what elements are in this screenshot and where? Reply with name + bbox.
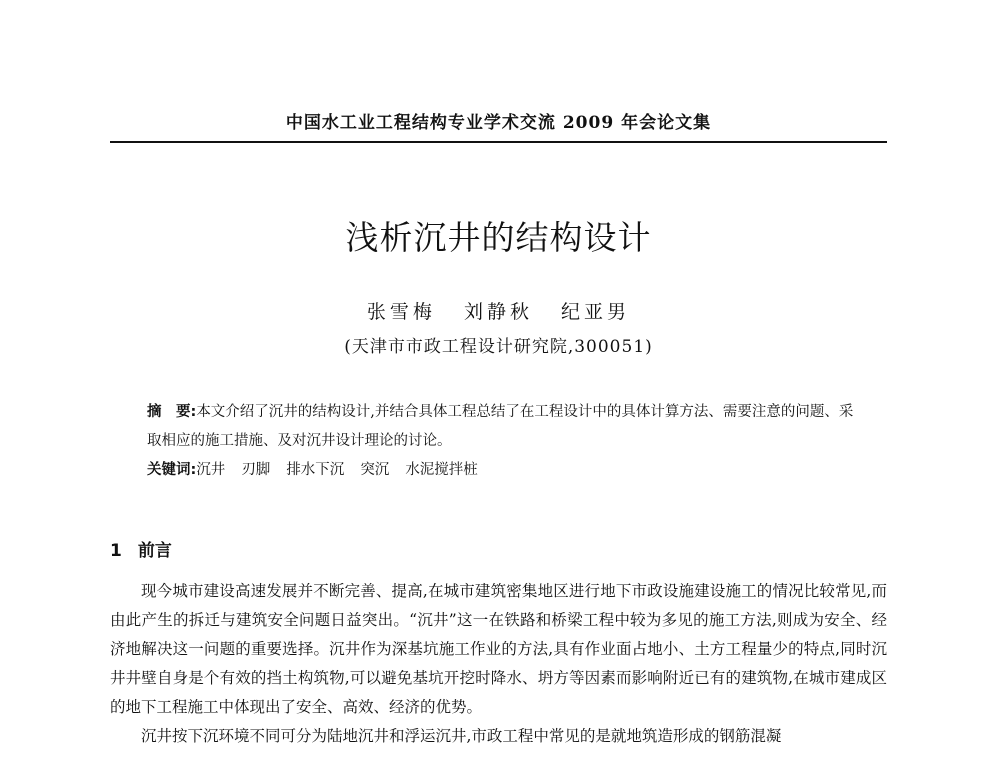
abstract-block — [147, 398, 867, 485]
keywords-label: 关键词: — [147, 462, 197, 478]
running-header: 中国水工业工程结构专业学术交流 2009 年会论文集 — [285, 113, 712, 133]
section-body — [110, 577, 887, 751]
keyword: 水泥搅拌桩 — [405, 462, 478, 478]
section-heading — [110, 536, 172, 561]
section-title: 前言 — [137, 541, 172, 561]
keywords-line — [147, 456, 867, 485]
abstract-text: 本文介绍了沉井的结构设计,并结合具体工程总结了在工程设计中的具体计算方法、需要注意的问题、采取相应的施工措施、及对沉井设计理论的讨论。 — [147, 404, 854, 449]
header-rule — [110, 141, 887, 143]
keyword: 突沉 — [360, 462, 390, 478]
affiliation: (天津市市政工程设计研究院,300051) — [344, 337, 653, 357]
abstract-paragraph — [147, 398, 867, 456]
keyword: 排水下沉 — [286, 462, 345, 478]
abstract-label: 摘 要: — [147, 404, 197, 420]
section-number: 1 — [110, 541, 122, 561]
author-list — [110, 297, 887, 324]
author-name: 张雪梅 — [366, 301, 436, 323]
author-name: 刘静秋 — [463, 301, 533, 323]
body-paragraph: 现今城市建设高速发展并不断完善、提高,在城市建筑密集地区进行地下市政设施建设施工的情况比较常见,而由此产生的拆迁与建筑安全问题日益突出。“沉井”这一在铁路和桥梁工程中较为多见的施工方法,则成为安全、经济地解决这一问题的重要选择。沉井作为深基坑施工作业的方法,具有作业面占地小、土方工程量少的特点,同时沉井井壁自身是个有效的挡土构筑物,可以避免基坑开挖时降水、坍方等因素而影响附近已有的建筑物,在城市建成区的地下工程施工中体现出了安全、高效、经济的优势。 — [110, 582, 887, 716]
keyword: 沉井 — [196, 462, 226, 478]
keyword: 刃脚 — [241, 462, 271, 478]
paper-title: 浅析沉井的结构设计 — [345, 218, 652, 257]
body-paragraph: 沉井按下沉环境不同可分为陆地沉井和浮运沉井,市政工程中常见的是就地筑造形成的钢筋混凝 — [141, 727, 782, 745]
author-name: 纪亚男 — [561, 301, 631, 323]
